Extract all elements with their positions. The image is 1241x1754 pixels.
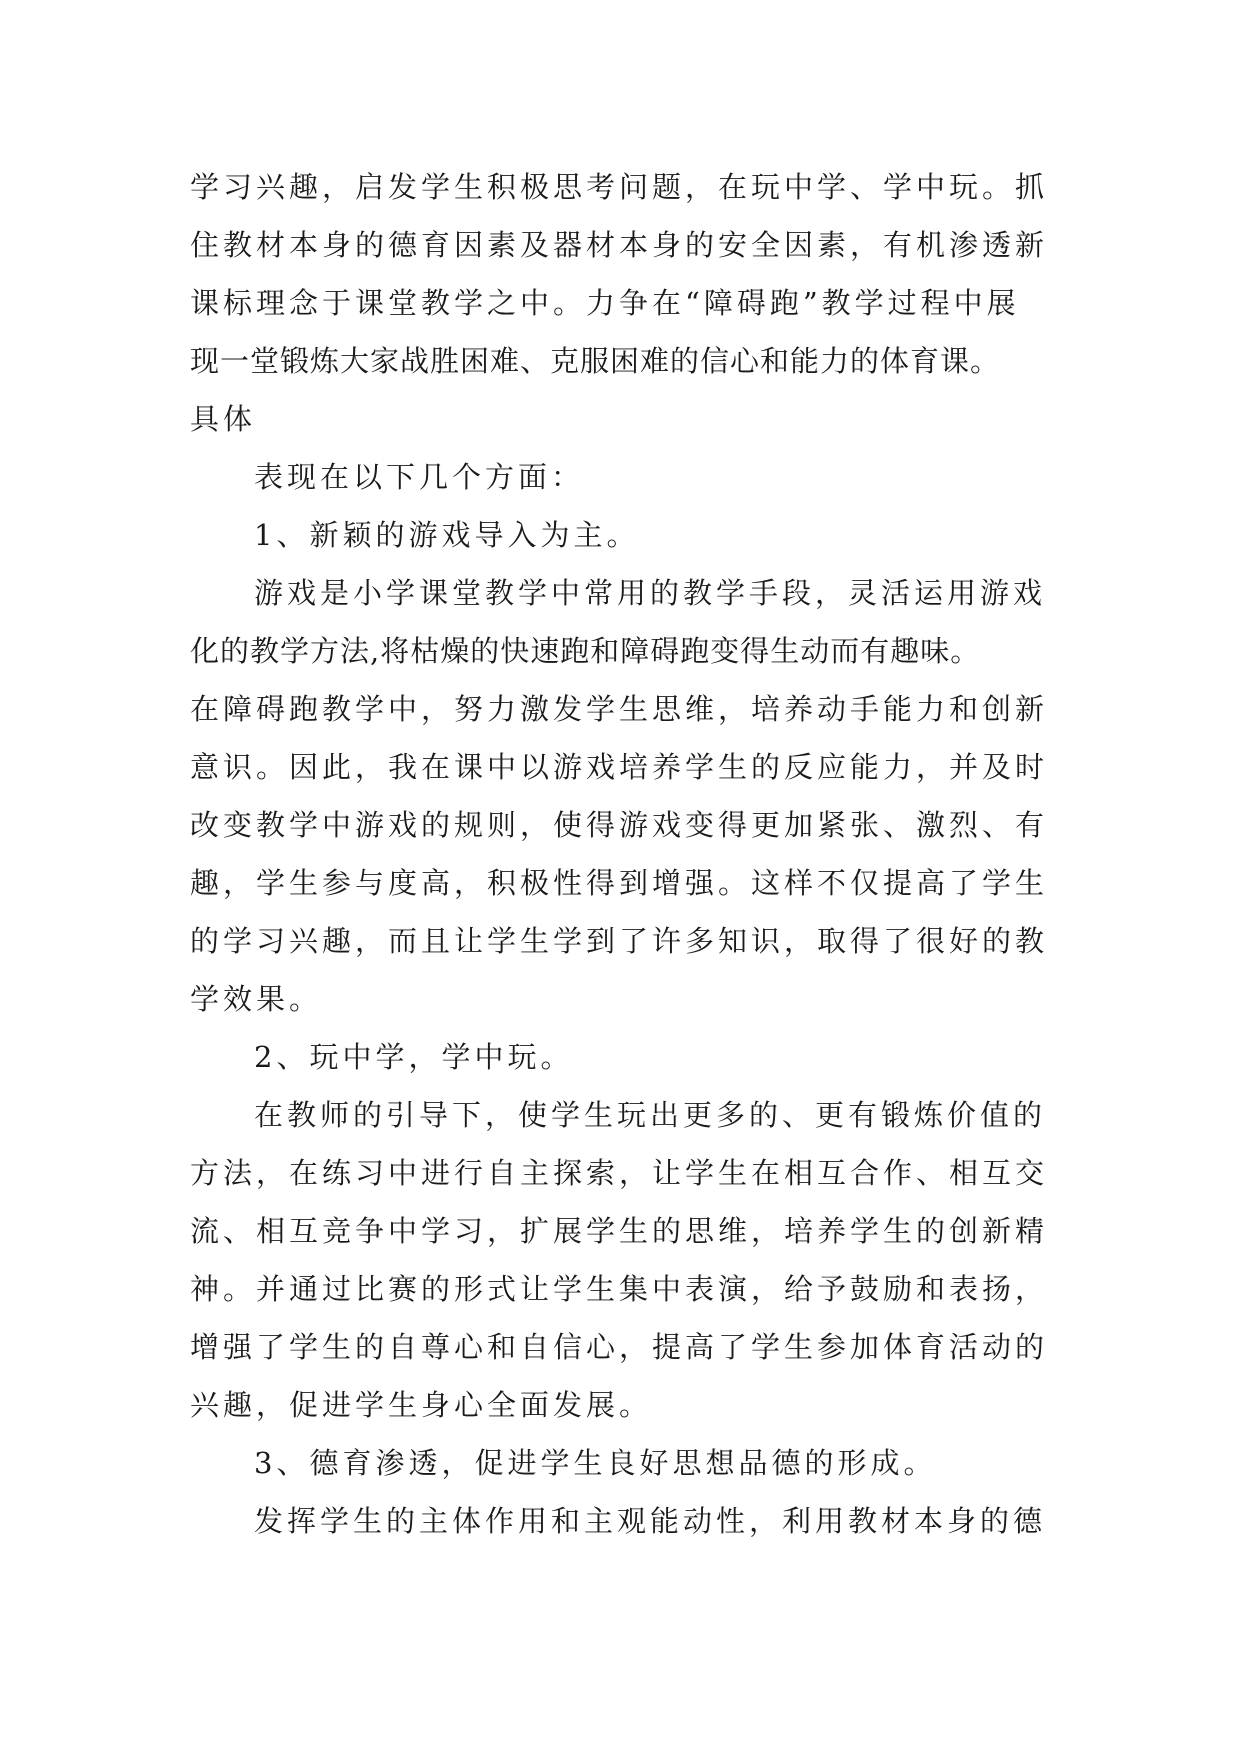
text-line: 的学习兴趣，而且让学生学到了许多知识，取得了很好的教 — [190, 924, 1049, 958]
text-line: 神。并通过比赛的形式让学生集中表演，给予鼓励和表扬， — [190, 1272, 1049, 1306]
text-line: 方法，在练习中进行自主探索，让学生在相互合作、相互交 — [190, 1156, 1049, 1190]
text-line: 具体 — [190, 402, 257, 436]
body-text — [190, 158, 1070, 1550]
text-line: 发挥学生的主体作用和主观能动性，利用教材本身的德 — [254, 1504, 1047, 1538]
text-line: 增强了学生的自尊心和自信心，提高了学生参加体育活动的 — [190, 1330, 1049, 1364]
section-heading-3: 3、德育渗透，促进学生良好思想品德的形成。 — [254, 1446, 937, 1480]
text-line: 在障碍跑教学中，努力激发学生思维，培养动手能力和创新 — [190, 692, 1049, 726]
text-line: 兴趣，促进学生身心全面发展。 — [190, 1388, 653, 1422]
text-line: 趣，学生参与度高，积极性得到增强。这样不仅提高了学生 — [190, 866, 1049, 900]
text-line: 流、相互竞争中学习，扩展学生的思维，培养学生的创新精 — [190, 1214, 1049, 1248]
text-line: 现一堂锻炼大家战胜困难、克服困难的信心和能力的体育课。 — [190, 344, 1001, 378]
text-line: 住教材本身的德育因素及器材本身的安全因素，有机渗透新 — [190, 228, 1049, 262]
text-line: 意识。因此，我在课中以游戏培养学生的反应能力，并及时 — [190, 750, 1049, 784]
text-line: 化的教学方法,将枯燥的快速跑和障碍跑变得生动而有趣味。 — [190, 634, 981, 668]
section-heading-1: 1、新颖的游戏导入为主。 — [254, 518, 640, 552]
text-line: 学效果。 — [190, 982, 323, 1016]
text-line: 在教师的引导下，使学生玩出更多的、更有锻炼价值的 — [254, 1098, 1047, 1132]
text-line: 学习兴趣，启发学生积极思考问题，在玩中学、学中玩。抓 — [190, 170, 1049, 204]
text-line: 课标理念于课堂教学之中。力争在“障碍跑”教学过程中展 — [190, 286, 1020, 320]
section-heading-2: 2、玩中学，学中玩。 — [254, 1040, 574, 1074]
text-line: 游戏是小学课堂教学中常用的教学手段，灵活运用游戏 — [254, 576, 1047, 610]
text-line: 表现在以下几个方面： — [254, 460, 585, 494]
text-line: 改变教学中游戏的规则，使得游戏变得更加紧张、激烈、有 — [190, 808, 1049, 842]
